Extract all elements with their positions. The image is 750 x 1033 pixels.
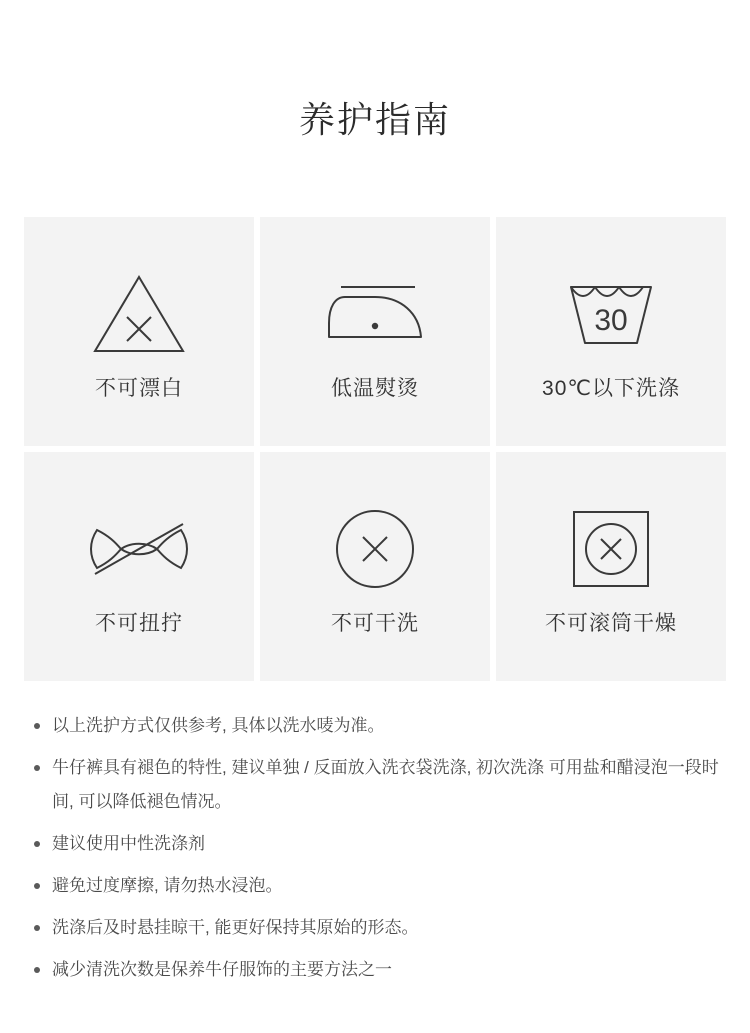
care-cell-wash-below-30 [496,217,726,446]
note-text: 减少清洗次数是保养牛仔服饰的主要方法之一 [52,960,392,979]
bullet-icon [34,723,40,729]
care-cell-do-not-wring [24,452,254,681]
list-item [30,709,720,743]
note-text: 牛仔裤具有褪色的特性, 建议单独 / 反面放入洗衣袋洗涤, 初次洗涤 可用盐和醋浸泡一段时间, 可以降低褪色情况。 [52,758,719,811]
wash-below-30-icon [565,262,657,366]
care-cell-low-temperature-iron [260,217,490,446]
care-label: 不可干洗 [331,611,419,635]
note-text: 避免过度摩擦, 请勿热水浸泡。 [52,876,283,895]
do-not-tumble-dry-icon [569,497,653,601]
care-cell-do-not-bleach [24,217,254,446]
list-item [30,869,720,903]
care-label: 不可扭拧 [95,611,183,635]
care-label: 不可滚筒干燥 [545,611,677,635]
care-notes-list [30,709,720,987]
low-temperature-iron-icon [323,262,427,366]
care-label: 低温熨烫 [331,376,419,400]
list-item [30,911,720,945]
bullet-icon [34,925,40,931]
list-item [30,953,720,987]
do-not-wring-icon [87,497,191,601]
page-title: 养护指南 [298,99,451,140]
care-label: 30℃以下洗涤 [542,376,680,400]
do-not-dry-clean-icon [333,497,417,601]
note-text: 建议使用中性洗涤剂 [52,834,205,853]
care-cell-do-not-dry-clean [260,452,490,681]
bullet-icon [34,765,40,771]
bullet-icon [34,841,40,847]
note-text: 洗涤后及时悬挂晾干, 能更好保持其原始的形态。 [52,918,419,937]
list-item [30,827,720,861]
bullet-icon [34,883,40,889]
bullet-icon [34,967,40,973]
note-text: 以上洗护方式仅供参考, 具体以洗水唛为准。 [52,716,385,735]
care-cell-do-not-tumble-dry [496,452,726,681]
care-symbol-grid [24,217,726,681]
do-not-bleach-icon [91,262,187,366]
care-label: 不可漂白 [95,376,183,400]
list-item [30,751,720,819]
svg-text:30: 30 [594,303,628,337]
